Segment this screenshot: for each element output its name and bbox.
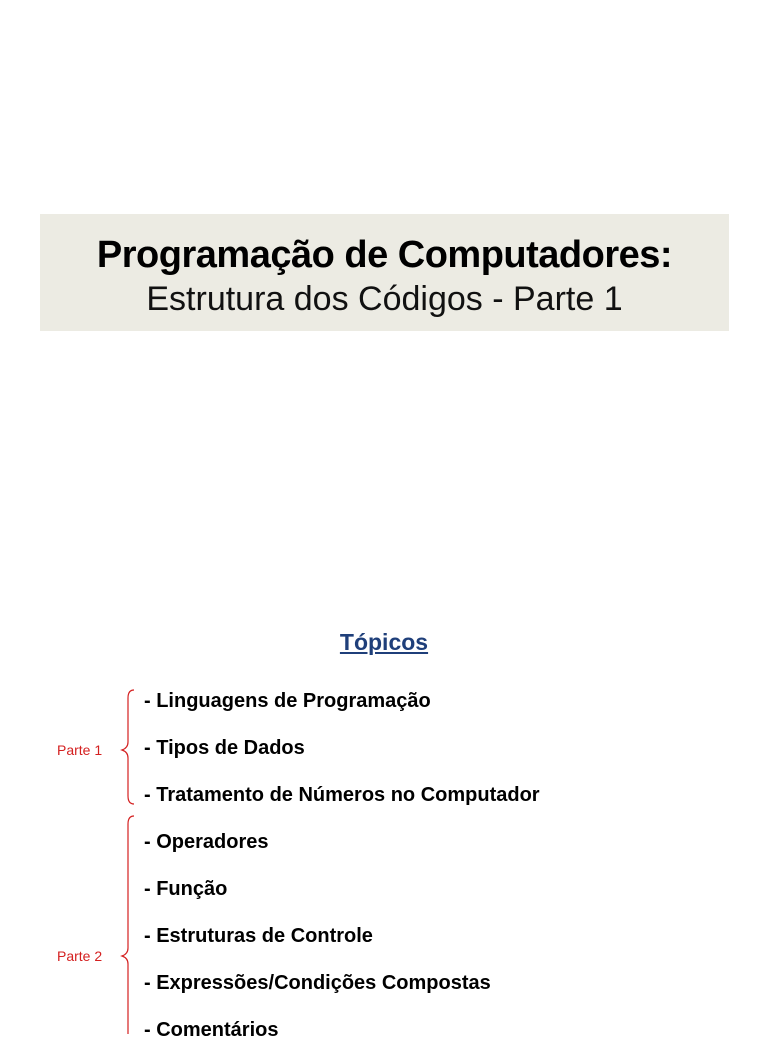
part2-label: Parte 2	[57, 948, 103, 964]
topic-item: - Estruturas de Controle	[144, 925, 373, 947]
title-box	[40, 214, 729, 331]
topic-item: - Comentários	[144, 1019, 279, 1041]
topic-item: - Expressões/Condições Compostas	[144, 972, 491, 994]
topics-heading: Tópicos	[339, 629, 429, 655]
page-subtitle: Estrutura dos Códigos - Parte 1	[146, 280, 623, 318]
topic-item: - Operadores	[144, 831, 269, 853]
part1-brace-icon	[118, 688, 138, 806]
part2-brace-icon	[118, 814, 138, 1034]
topic-item: - Linguagens de Programação	[144, 690, 431, 712]
topic-item: - Tratamento de Números no Computador	[144, 784, 540, 806]
page-title: Programação de Computadores:	[96, 234, 673, 276]
topic-list	[144, 686, 540, 1062]
topic-item: - Tipos de Dados	[144, 737, 305, 759]
part1-label: Parte 1	[57, 742, 103, 758]
topic-item: - Função	[144, 878, 228, 900]
